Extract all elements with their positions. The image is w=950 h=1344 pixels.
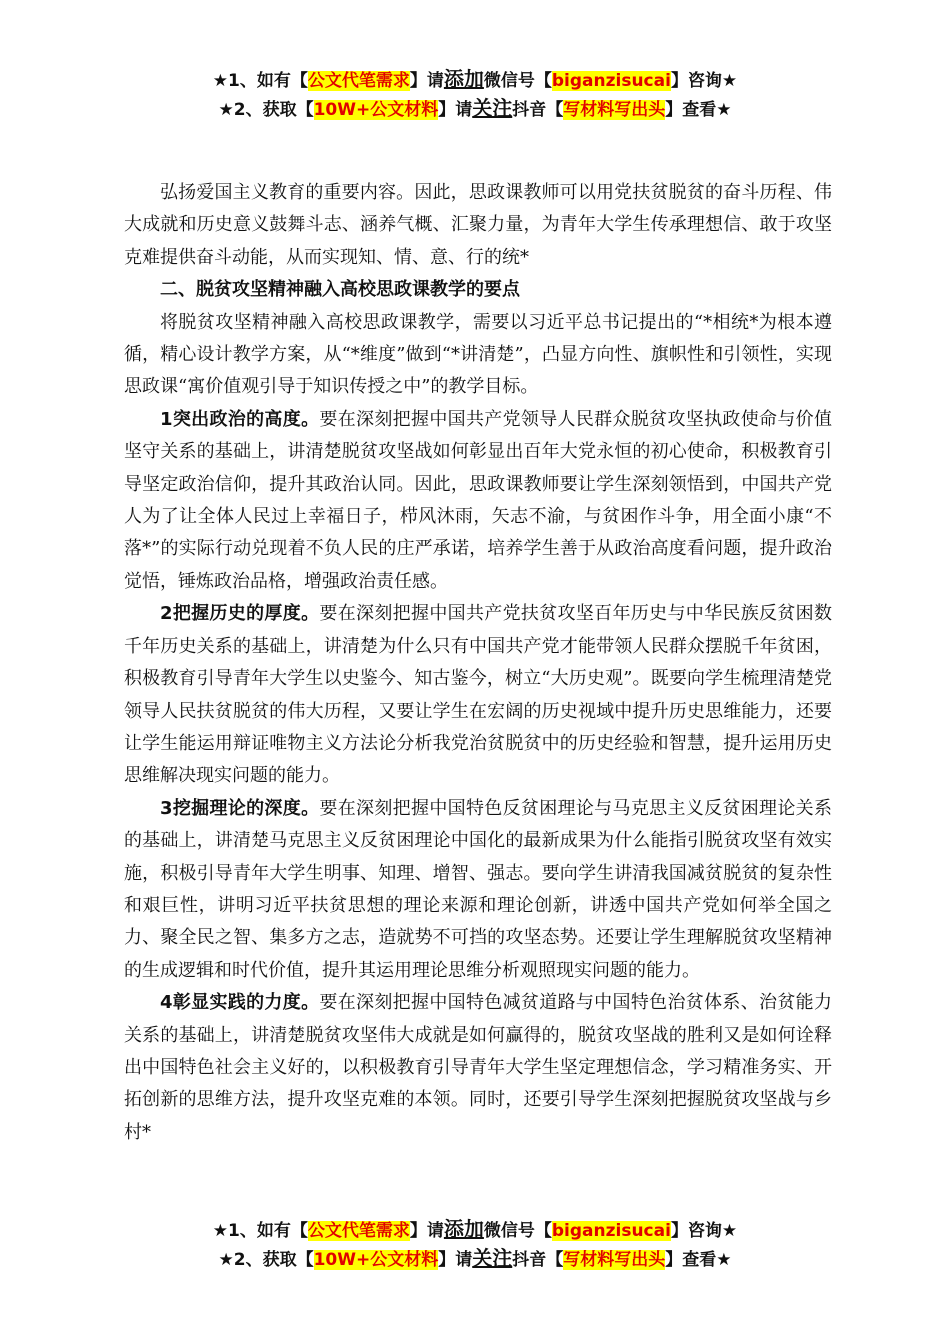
point-text: 要在深刻把握中国特色反贫困理论与马克思主义反贫困理论关系的基础上，讲清楚马克思主义反贫困理论中国化的最新成果为什么能指引脱贫攻坚有效实施，积极引导青年大学生明事、知理、增智、强志。要向学生讲清我国减贫脱贫的复杂性和艰巨性，讲明习近平扶贫思想的理论来源和理论创新，讲透中国共产党如何举全国之力、聚全民之智、集多方之志，造就势不可挡的攻坚态势。还要让学生理解脱贫攻坚精神的生成逻辑和时代价值，提升其运用理论思维分析观照现实问题的能力。 bbox=[124, 797, 833, 981]
banner-text: 】咨询★ bbox=[670, 1221, 738, 1241]
highlight-wechat-id: biganzisucai bbox=[551, 71, 671, 91]
banner-text: 】查看★ bbox=[665, 1250, 732, 1270]
banner-text: ★1、如有【 bbox=[212, 1221, 308, 1241]
promo-banner-top bbox=[0, 66, 950, 124]
banner-text: 微信号【 bbox=[483, 71, 552, 91]
highlight-materials: 10W+公文材料 bbox=[313, 1250, 439, 1270]
point-text: 要在深刻把握中国共产党扶贫攻坚百年历史与中华民族反贫困数千年历史关系的基础上，讲清楚为什么只有中国共产党才能带领人民群众摆脱千年贫困，积极教育引导青年大学生以史鉴今、知古鉴今，树立“大历史观”。既要向学生梳理清楚党领导人民扶贫脱贫的伟大历程，又要让学生在宏阔的历史视域中提升历史思维能力，还要让学生能运用辩证唯物主义方法论分析我党治贫脱贫中的历史经验和智慧，提升运用历史思维解决现实问题的能力。 bbox=[124, 603, 833, 787]
point-title: 1突出政治的高度。 bbox=[160, 408, 320, 430]
banner-text: 】请 bbox=[438, 1250, 473, 1270]
paragraph: 将脱贫攻坚精神融入高校思政课教学，需要以习近平总书记提出的“*相统*为根本遵循，精心设计教学方案，从“*维度”做到“*讲清楚”，凸显方向性、旗帜性和引领性，实现思政课“寓价值观引导于知识传授之中”的教学目标。 bbox=[124, 311, 832, 398]
highlight-service: 公文代笔需求 bbox=[307, 1221, 410, 1241]
highlight-service: 公文代笔需求 bbox=[307, 71, 410, 91]
paragraph: 弘扬爱国主义教育的重要内容。因此，思政课教师可以用党扶贫脱贫的奋斗历程、伟大成就和历史意义鼓舞斗志、涵养气概、汇聚力量，为青年大学生传承理想信、敢于攻坚克难提供奋斗动能，从而实现知、情、意、行的统* bbox=[124, 182, 832, 268]
point-title: 2把握历史的厚度。 bbox=[160, 603, 320, 625]
highlight-materials: 10W+公文材料 bbox=[313, 100, 439, 120]
paragraph-point-4 bbox=[124, 987, 832, 1149]
point-text: 要在深刻把握中国共产党领导人民群众脱贫攻坚执政使命与价值坚守关系的基础上，讲清楚脱贫攻坚战如何彰显出百年大党永恒的初心使命，积极教育引导坚定政治信仰，提升其政治认同。因此，思政课教师要让学生深刻领悟到，中国共产党人为了让全体人民过上幸福日子，栉风沐雨，矢志不渝，与贫困作斗争，用全面小康“不落*”的实际行动兑现着不负人民的庄严承诺，培养学生善于从政治高度看问题，提升政治觉悟，锤炼政治品格，增强政治责任感。 bbox=[124, 408, 833, 592]
banner-line-2 bbox=[0, 1245, 950, 1274]
banner-line-1 bbox=[0, 1216, 950, 1245]
paragraph-point-1 bbox=[124, 404, 832, 598]
banner-line-2 bbox=[0, 95, 950, 124]
emphasis-add: 添加 bbox=[443, 1217, 484, 1241]
banner-text: ★1、如有【 bbox=[212, 71, 308, 91]
highlight-wechat-id: biganzisucai bbox=[551, 1221, 671, 1241]
banner-text: 】请 bbox=[409, 71, 444, 91]
banner-text: 抖音【 bbox=[512, 1250, 564, 1270]
banner-text: ★2、获取【 bbox=[218, 100, 314, 120]
banner-line-1 bbox=[0, 66, 950, 95]
banner-text: 】请 bbox=[409, 1221, 444, 1241]
banner-text: 抖音【 bbox=[512, 100, 564, 120]
paragraph-point-3 bbox=[124, 793, 832, 987]
point-title: 4彰显实践的力度。 bbox=[160, 992, 320, 1014]
point-text: 要在深刻把握中国特色减贫道路与中国特色治贫体系、治贫能力关系的基础上，讲清楚脱贫攻坚伟大成就是如何赢得的，脱贫攻坚战的胜利又是如何诠释出中国特色社会主义好的，以积极教育引导青年大学生坚定理想信念，学习精准务实、开拓创新的思维方法，提升攻坚克难的本领。同时，还要引导学生深刻把握脱贫攻坚战与乡村* bbox=[124, 992, 833, 1143]
document-body bbox=[124, 177, 832, 1149]
highlight-douyin-id: 写材料写出头 bbox=[563, 100, 666, 120]
banner-text: 】请 bbox=[438, 100, 473, 120]
emphasis-add: 添加 bbox=[443, 67, 484, 91]
banner-text: 】查看★ bbox=[665, 100, 732, 120]
banner-text: 微信号【 bbox=[483, 1221, 552, 1241]
paragraph-point-2 bbox=[124, 598, 832, 792]
promo-banner-bottom bbox=[0, 1216, 950, 1274]
banner-text: ★2、获取【 bbox=[218, 1250, 314, 1270]
highlight-douyin-id: 写材料写出头 bbox=[563, 1250, 666, 1270]
section-heading: 二、脱贫攻坚精神融入高校思政课教学的要点 bbox=[160, 279, 520, 301]
emphasis-follow: 关注 bbox=[472, 96, 513, 120]
banner-text: 】咨询★ bbox=[670, 71, 738, 91]
emphasis-follow: 关注 bbox=[472, 1246, 513, 1270]
point-title: 3挖掘理论的深度。 bbox=[160, 797, 320, 819]
